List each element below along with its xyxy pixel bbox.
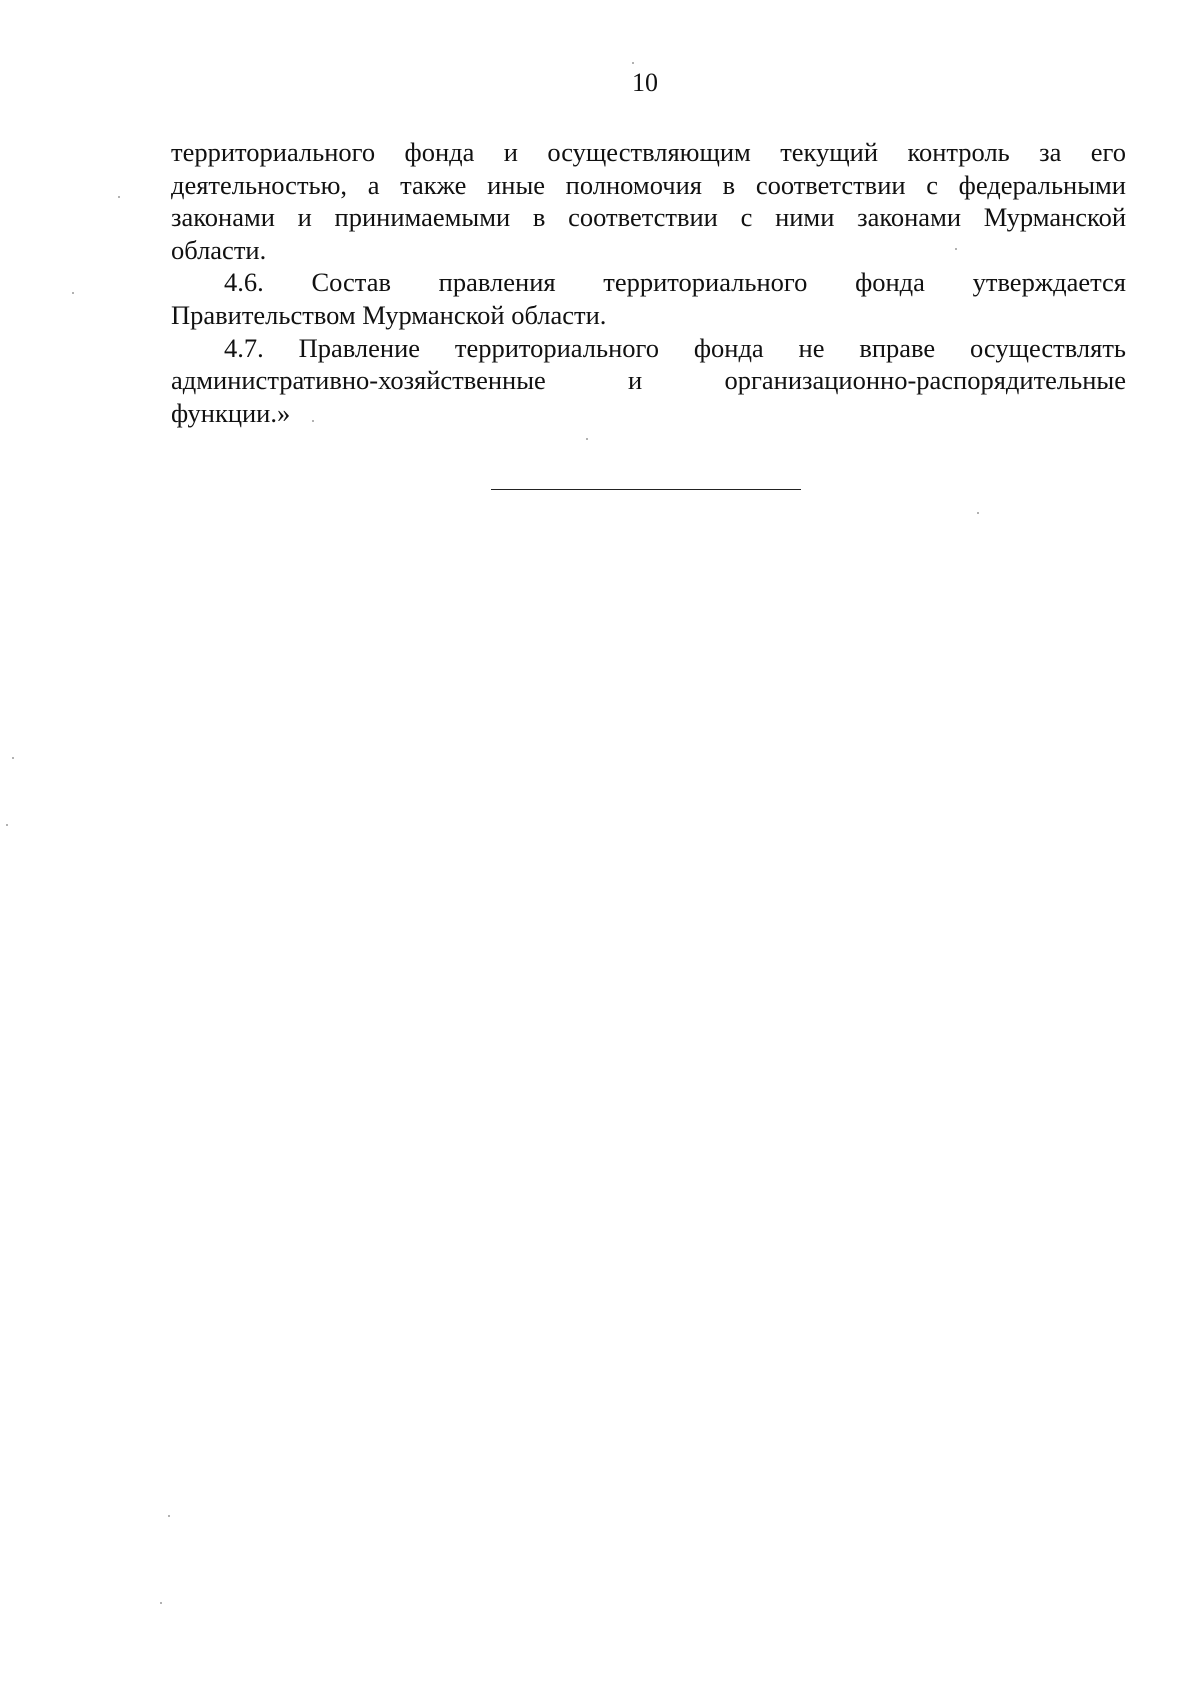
scan-speck bbox=[168, 1515, 170, 1517]
scan-speck bbox=[72, 292, 74, 294]
text-line: административно-хозяйственные и организационно-распорядительные bbox=[171, 365, 1126, 396]
scan-speck bbox=[955, 248, 957, 250]
scan-speck bbox=[118, 196, 120, 198]
scan-speck bbox=[312, 420, 314, 422]
text-line: области. bbox=[171, 234, 267, 265]
paragraph-continuation bbox=[171, 136, 1126, 266]
scan-speck bbox=[632, 62, 634, 64]
text-line: 4.7. Правление территориального фонда не вправе осуществлять bbox=[224, 332, 1126, 363]
scan-speck bbox=[12, 757, 14, 759]
scan-speck bbox=[160, 1602, 162, 1604]
paragraph-4-6 bbox=[171, 266, 1126, 331]
scan-speck bbox=[6, 824, 8, 826]
text-line: Правительством Мурманской области. bbox=[171, 299, 607, 330]
text-line: деятельностью, а также иные полномочия в соответствии с федеральными bbox=[171, 169, 1126, 200]
scan-speck bbox=[586, 438, 588, 440]
scan-speck bbox=[977, 512, 979, 514]
text-line: функции.» bbox=[171, 397, 291, 428]
page-number: 10 bbox=[632, 68, 658, 97]
closing-divider-line bbox=[491, 489, 801, 490]
text-line: 4.6. Состав правления территориального фонда утверждается bbox=[224, 267, 1126, 298]
document-body bbox=[171, 136, 1126, 429]
paragraph-4-7 bbox=[171, 332, 1126, 430]
text-line: законами и принимаемыми в соответствии с ними законами Мурманской bbox=[171, 202, 1126, 233]
text-line: территориального фонда и осуществляющим текущий контроль за его bbox=[171, 137, 1126, 167]
